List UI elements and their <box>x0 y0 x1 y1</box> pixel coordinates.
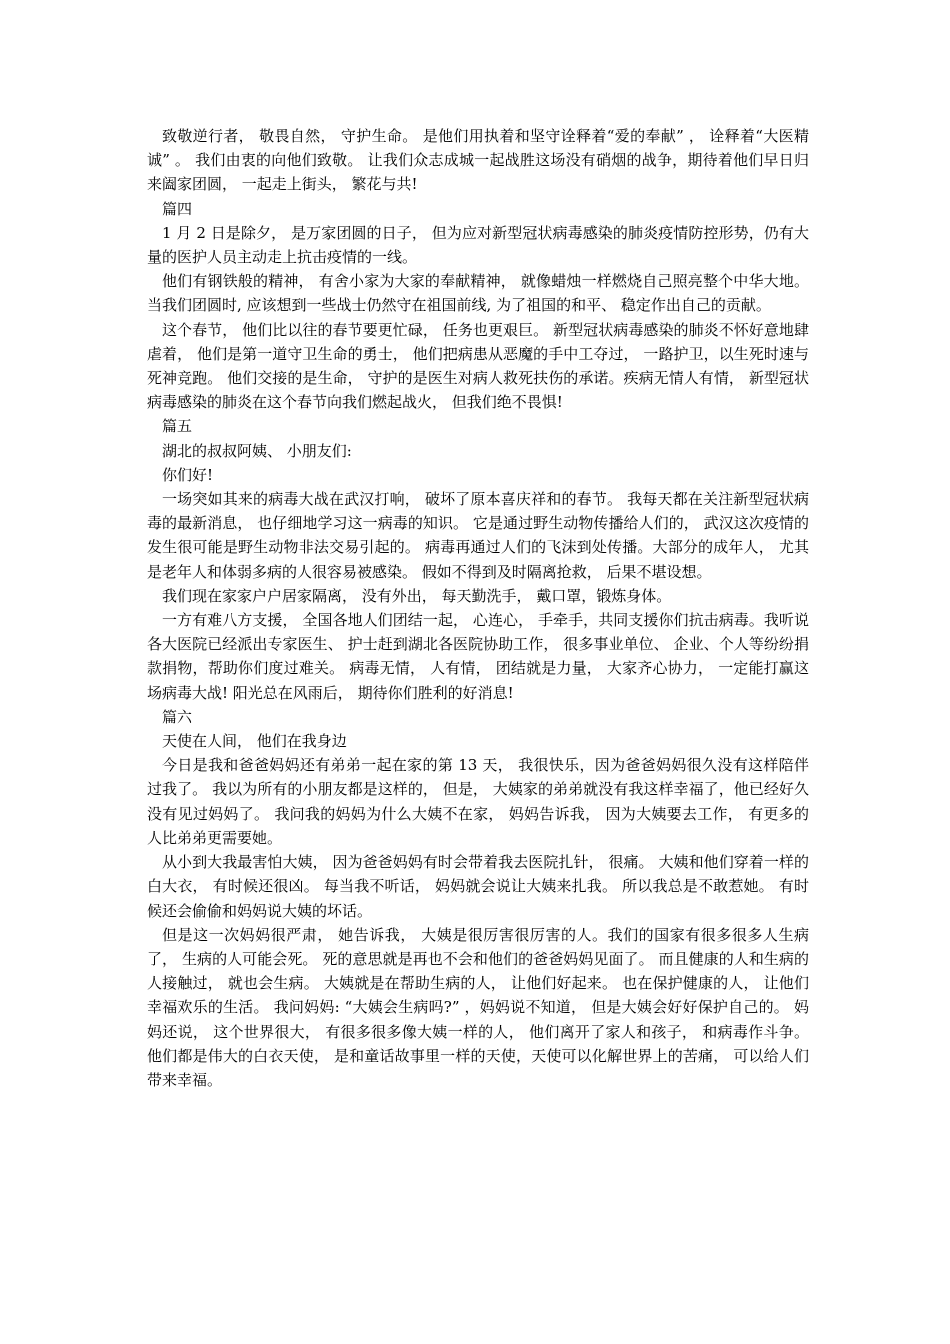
section-heading-pian-wu: 篇五 <box>162 417 193 436</box>
paragraph: 但是这一次妈妈很严肃， 她告诉我， 大姨是很厉害很厉害的人。我们的国家有很多很多人生病了， 生病的人可能会死。 死的意思就是再也不会和他们的爸爸妈妈见面了。 而且健康的人和生病的人接触过， 就也会生病。 大姨就是在帮助生病的人， 让他们好起来。 也在保护健康的人， 让他们幸福欢乐的生活。 我问妈妈: “大姨会生病吗?” ，妈妈说不知道， 但是大姨会好好保护自己的。 妈妈还说， 这个世界很大， 有很多很多像大姨一样的人， 他们离开了家人和孩子， 和病毒作斗争。 他们都是伟大的白衣天使， 是和童话故事里一样的天使，天使可以化解世界上的苦痛， 可以给人们带来幸福。 <box>147 925 809 1089</box>
document-page <box>147 124 809 1092</box>
paragraph: 一场突如其来的病毒大战在武汉打响， 破坏了原本喜庆祥和的春节。 我每天都在关注新型冠状病毒的最新消息， 也仔细地学习这一病毒的知识。 它是通过野生动物传播给人们的， 武汉这次疫情的发生很可能是野生动物非法交易引起的。 病毒再通过人们的飞沫到处传播。大部分的成年人， 尤其是老年人和体弱多病的人很容易被感染。 假如不得到及时隔离抢救， 后果不堪设想。 <box>147 490 809 581</box>
paragraph: 一方有难八方支援， 全国各地人们团结一起， 心连心， 手牵手，共同支援你们抗击病毒。我听说各大医院已经派出专家医生、 护士赶到湖北各医院协助工作， 很多事业单位、 企业、个人等纷纷捐款捐物，帮助你们度过难关。 病毒无情， 人有情， 团结就是力量， 大家齐心协力， 一定能打赢这场病毒大战! 阳光总在风雨后， 期待你们胜利的好消息! <box>147 611 809 702</box>
paragraph: 今日是我和爸爸妈妈还有弟弟一起在家的第 13 天， 我很快乐，因为爸爸妈妈很久没有这样陪伴过我了。 我以为所有的小朋友都是这样的， 但是， 大姨家的弟弟就没有我这样幸福了，他已经好久没有见过妈妈了。 我问我的妈妈为什么大姨不在家， 妈妈告诉我， 因为大姨要去工作， 有更多的人比弟弟更需要她。 <box>147 756 809 847</box>
paragraph: 这个春节， 他们比以往的春节要更忙碌， 任务也更艰巨。 新型冠状病毒感染的肺炎不怀好意地肆虐着， 他们是第一道守卫生命的勇士， 他们把病患从恶魔的手中工夺过， 一路护卫，以生死时速与死神竞跑。 他们交接的是生命， 守护的是医生对病人救死扶伤的承诺。疾病无情人有情， 新型冠状病毒感染的肺炎在这个春节向我们燃起战火， 但我们绝不畏惧! <box>147 320 809 412</box>
paragraph: 从小到大我最害怕大姨， 因为爸爸妈妈有时会带着我去医院扎针， 很痛。 大姨和他们穿着一样的白大衣， 有时候还很凶。 每当我不听话， 妈妈就会说让大姨来扎我。 所以我总是不敢惹她。 有时候还会偷偷和妈妈说大姨的坏话。 <box>147 853 809 920</box>
letter-salutation: 湖北的叔叔阿姨、 小朋友们: <box>162 441 352 460</box>
essay-title: 天使在人间， 他们在我身边 <box>162 732 347 751</box>
section-heading-pian-liu: 篇六 <box>162 707 193 726</box>
paragraph: 1 月 2 日是除夕， 是万家团圆的日子， 但为应对新型冠状病毒感染的肺炎疫情防控形势，仍有大量的医护人员主动走上抗击疫情的一线。 <box>147 223 809 267</box>
paragraph: 我们现在家家户户居家隔离， 没有外出， 每天勤洗手， 戴口罩，锻炼身体。 <box>162 586 672 605</box>
section-heading-pian-si: 篇四 <box>162 199 193 218</box>
paragraph: 致敬逆行者， 敬畏自然， 守护生命。 是他们用执着和坚守诠释着“爱的奉献” ， 诠释着“大医精诚” 。 我们由衷的向他们致敬。 让我们众志成城一起战胜这场没有硝烟的战争，期待着他们早日归来阖家团圆， 一起走上街头， 繁花与共! <box>147 127 809 194</box>
paragraph: 他们有钢铁般的精神， 有舍小家为大家的奉献精神， 就像蜡烛一样燃烧自己照亮整个中华大地。 当我们团圆时, 应该想到一些战士仍然守在祖国前线, 为了祖国的和平、 稳定作出自己的贡献。 <box>147 272 809 315</box>
letter-greeting: 你们好! <box>162 465 214 484</box>
